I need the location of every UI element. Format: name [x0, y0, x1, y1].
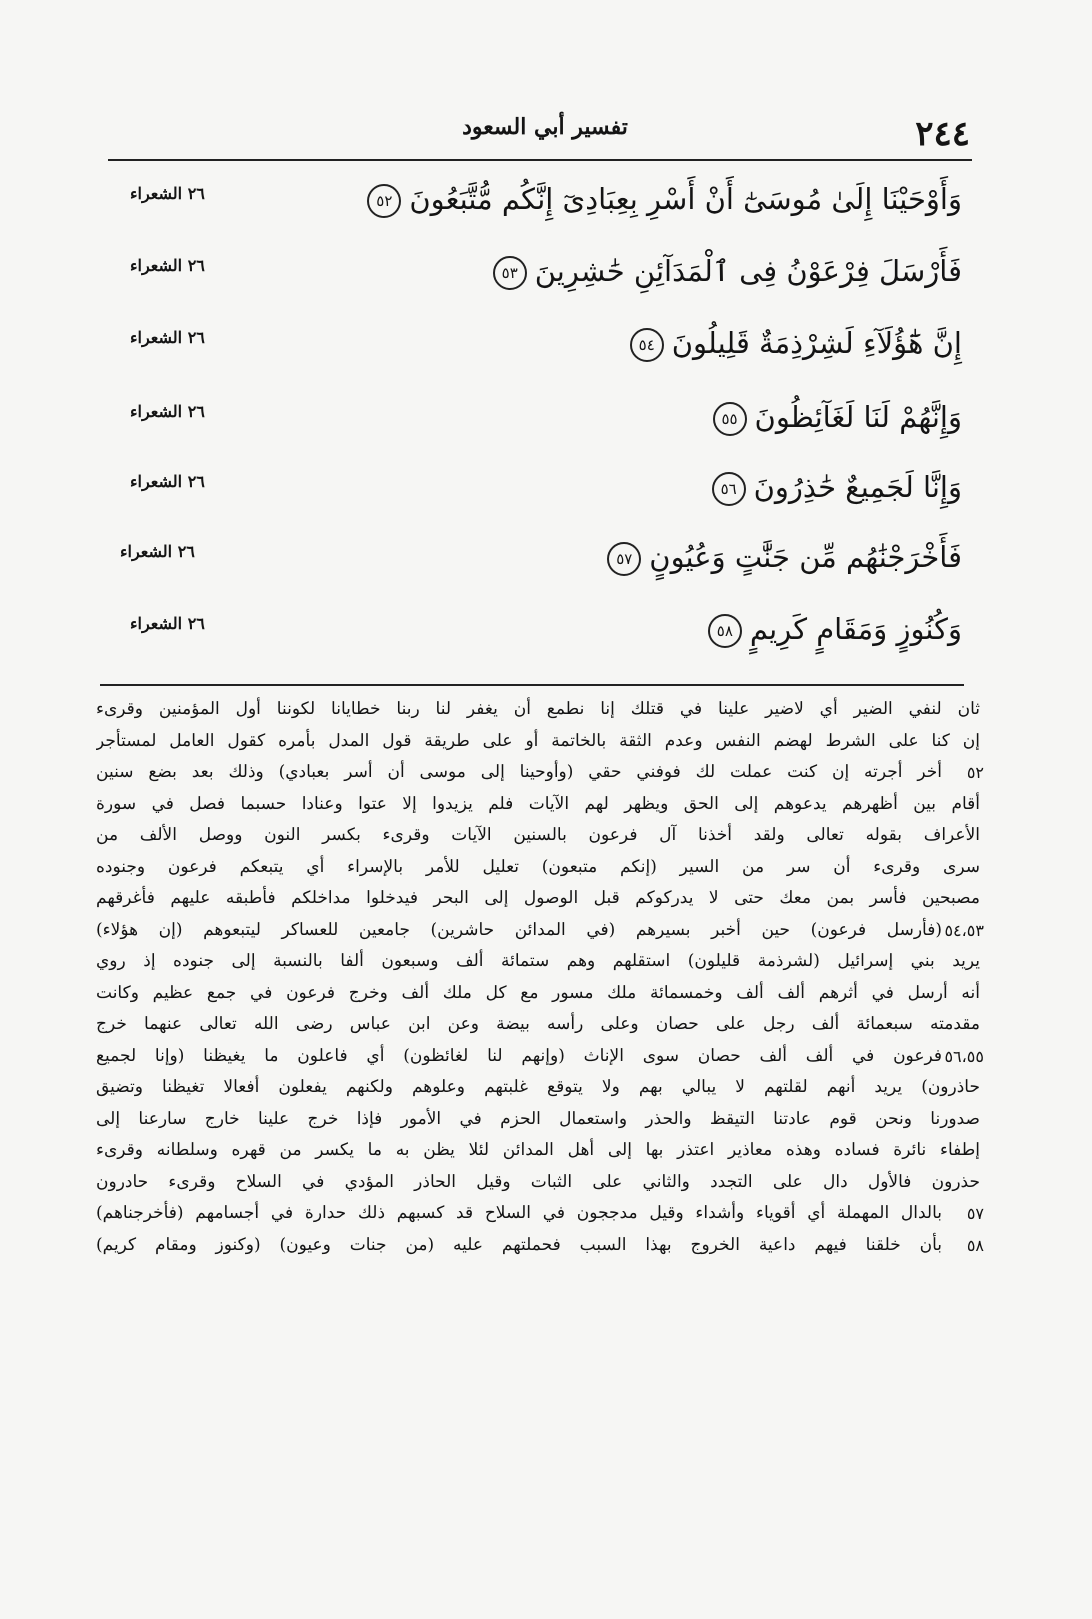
verse-line: [108, 246, 962, 310]
verse-words: وَأَوْحَيْنَا إِلَىٰ مُوسَىٰٓ أَنْ أَسْرِ بِعِبَادِىٓ إِنَّكُم مُّتَّبَعُونَ: [409, 182, 962, 216]
verse-text: [367, 182, 962, 218]
verse-text: [493, 254, 962, 290]
commentary-text: مقدمته سبعمائة ألف رجل على حصان وعلى رأسه بيضة وعن ابن عباس رضى الله تعالى عنهما خرج: [96, 1014, 980, 1034]
commentary-line: [96, 1230, 984, 1262]
commentary-text: يريد بني إسرائيل (لشرذمة قليلون) استقلهم وهم ستمائة ألف وسبعون ألفا بالنسبة إلى جنوده إذ روي: [96, 951, 980, 971]
commentary-text: الأعراف بقوله تعالى ولقد أخذنا آل فرعون بالسنين الآيات وقرىء بكسر النون ووصل الألف من: [96, 825, 980, 845]
margin-verse-number: ٥٨: [966, 1235, 984, 1255]
verse-text: [607, 540, 962, 576]
commentary-line: [96, 1135, 980, 1167]
verse-line: [108, 392, 962, 456]
surah-reference: ٢٦ الشعراء: [130, 472, 205, 491]
verse-words: فَأَخْرَجْنَٰهُم مِّن جَنَّٰتٍ وَعُيُونٍ: [649, 540, 962, 574]
verse-number-marker: ٥٥: [713, 402, 747, 436]
margin-verse-number: ٥٢: [966, 763, 984, 782]
page-header: [108, 106, 982, 158]
commentary-line: [96, 978, 980, 1010]
commentary-line: [96, 883, 980, 915]
verse-line: [108, 604, 962, 668]
commentary-line: [96, 757, 984, 789]
commentary-text: صدورنا ونحن قوم عادتنا التيقظ والحذر واستعمال الحزم في الأمور فإذا خرج علينا خارج سارعنا إلى: [96, 1108, 980, 1129]
surah-reference: ٢٦ الشعراء: [130, 256, 205, 275]
commentary-text: سرى وقرىء أن سر من السير (إنكم متبعون) تعليل للأمر بالإسراء أي يتبعكم فرعون وجنوده: [96, 856, 980, 877]
verse-words: وَكُنُوزٍ وَمَقَامٍ كَرِيمٍ: [749, 612, 962, 646]
verse-text: [713, 400, 962, 436]
margin-verse-number: ٥٤،٥٣: [944, 920, 984, 940]
verse-number-marker: ٥٨: [708, 614, 742, 648]
verse-number-marker: ٥٦: [712, 472, 746, 506]
surah-reference: ٢٦ الشعراء: [130, 402, 205, 421]
commentary-text: بأن خلقنا فيهم داعية الخروج بهذا السبب فحملتهم عليه (من جنات وعيون) (وكنوز ومقام كريم): [96, 1234, 942, 1255]
commentary-line: [96, 946, 980, 978]
commentary-block: [96, 694, 984, 1261]
commentary-line: [96, 1198, 984, 1230]
margin-verse-number: ٥٦،٥٥: [944, 1046, 984, 1066]
commentary-text: ثان لنفي الضير أي لاضير علينا في قتلك إنا نطمع أن يغفر لنا ربنا خطايانا لكوننا أول المؤمنين وقرىء: [96, 699, 980, 719]
verse-text: [630, 326, 962, 362]
commentary-text: إطفاء نائرة فساده وهذه معاذير اعتذر بها إلى أهل المدائن لئلا يظن به ما يكسر من قهره وسلطانه وقرىء: [96, 1140, 980, 1160]
commentary-text: أخر أجرته إن كنت عملت لك فوفني حقي (وأوحينا إلى موسى أن أسر بعبادي) وذلك بعد بضع سنين: [96, 762, 942, 782]
commentary-line: [96, 852, 980, 884]
surah-reference: ٢٦ الشعراء: [130, 614, 205, 633]
commentary-text: أنه أرسل في أثرهم ألف ألف وخمسمائة ملك مسور مع كل ملك ألف وخرج فرعون في جمع عظيم وكانت: [96, 982, 980, 1003]
verse-line: [108, 532, 962, 596]
verse-words: إِنَّ هَٰٓؤُلَآءِ لَشِرْذِمَةٌ قَلِيلُونَ: [671, 326, 962, 360]
verse-number-marker: ٥٣: [493, 256, 527, 290]
commentary-text: إن كنا على الشرط لهضم النفس وعدم الثقة بالخاتمة أو على طريقة قول المدل بأمره كقول العامل لمستأجر: [96, 730, 980, 751]
verse-text: [708, 612, 962, 648]
verse-number-marker: ٥٢: [367, 184, 401, 218]
page-number: ٢٤٤: [915, 114, 970, 154]
margin-verse-number: ٥٧: [966, 1204, 984, 1223]
verse-text: [712, 470, 962, 506]
commentary-text: فرعون في ألف ألف حصان سوى الإناث (وإنهم لنا لغائظون) أي فاعلون ما يغيظنا (وإنا لجميع: [96, 1045, 942, 1066]
commentary-line: [96, 726, 980, 758]
commentary-text: حاذرون) يريد أنهم لقلتهم لا يبالي بهم ولا يتوقع غلبتهم وعلوهم ولكنهم يفعلون أفعالا تغيظنا وتضيق: [96, 1077, 980, 1097]
header-rule: [108, 159, 972, 161]
commentary-text: بالدال المهملة أي أقوياء وأشداء وقيل مدججون في السلاح قد كسبهم ذلك حدارة في أجسامهم (فأخرجناهم): [96, 1203, 942, 1223]
surah-reference: ٢٦ الشعراء: [130, 328, 205, 347]
verse-line: [108, 318, 962, 382]
verse-number-marker: ٥٤: [630, 328, 664, 362]
section-divider: [100, 684, 964, 686]
commentary-line: [96, 820, 980, 852]
commentary-line: [96, 1009, 980, 1041]
commentary-line: [96, 789, 980, 821]
commentary-line: [96, 694, 980, 726]
commentary-line: [96, 1104, 980, 1136]
commentary-text: مصبحين فأسر بمن معك حتى لا يدركوكم قبل الوصول إلى البحر فيدخلوا مداخلكم فأطبقه عليهم فأغرقهم: [96, 888, 980, 908]
commentary-line: [96, 915, 984, 947]
commentary-line: [96, 1167, 980, 1199]
verse-words: وَإِنَّا لَجَمِيعٌ حَٰذِرُونَ: [753, 470, 962, 504]
verse-words: وَإِنَّهُمْ لَنَا لَغَآئِظُونَ: [754, 400, 962, 434]
commentary-text: (فأرسل فرعون) حين أخبر بسيرهم (في المدائن حاشرين) جامعين للعساكر ليتبعوهم (إن هؤلاء): [96, 919, 942, 940]
running-title: تفسير أبي السعود: [462, 114, 628, 140]
commentary-text: أقام بين أظهرهم يدعوهم إلى الحق ويظهر لهم الآيات فلم يزيدوا إلا عتوا وعنادا حسبما فصل في سورة: [96, 793, 980, 814]
surah-reference: ٢٦ الشعراء: [120, 542, 195, 561]
commentary-line: [96, 1072, 980, 1104]
verse-line: [108, 462, 962, 526]
commentary-text: حذرون فالأول دال على التجدد والثاني على الثبات وقيل الحاذر المؤدي في السلاح وقرىء حادرون: [96, 1171, 980, 1192]
verse-number-marker: ٥٧: [607, 542, 641, 576]
verse-words: فَأَرْسَلَ فِرْعَوْنُ فِى ٱلْمَدَآئِنِ حَٰشِرِينَ: [534, 254, 962, 288]
verse-line: [108, 174, 962, 238]
surah-reference: ٢٦ الشعراء: [130, 184, 205, 203]
commentary-line: [96, 1041, 984, 1073]
